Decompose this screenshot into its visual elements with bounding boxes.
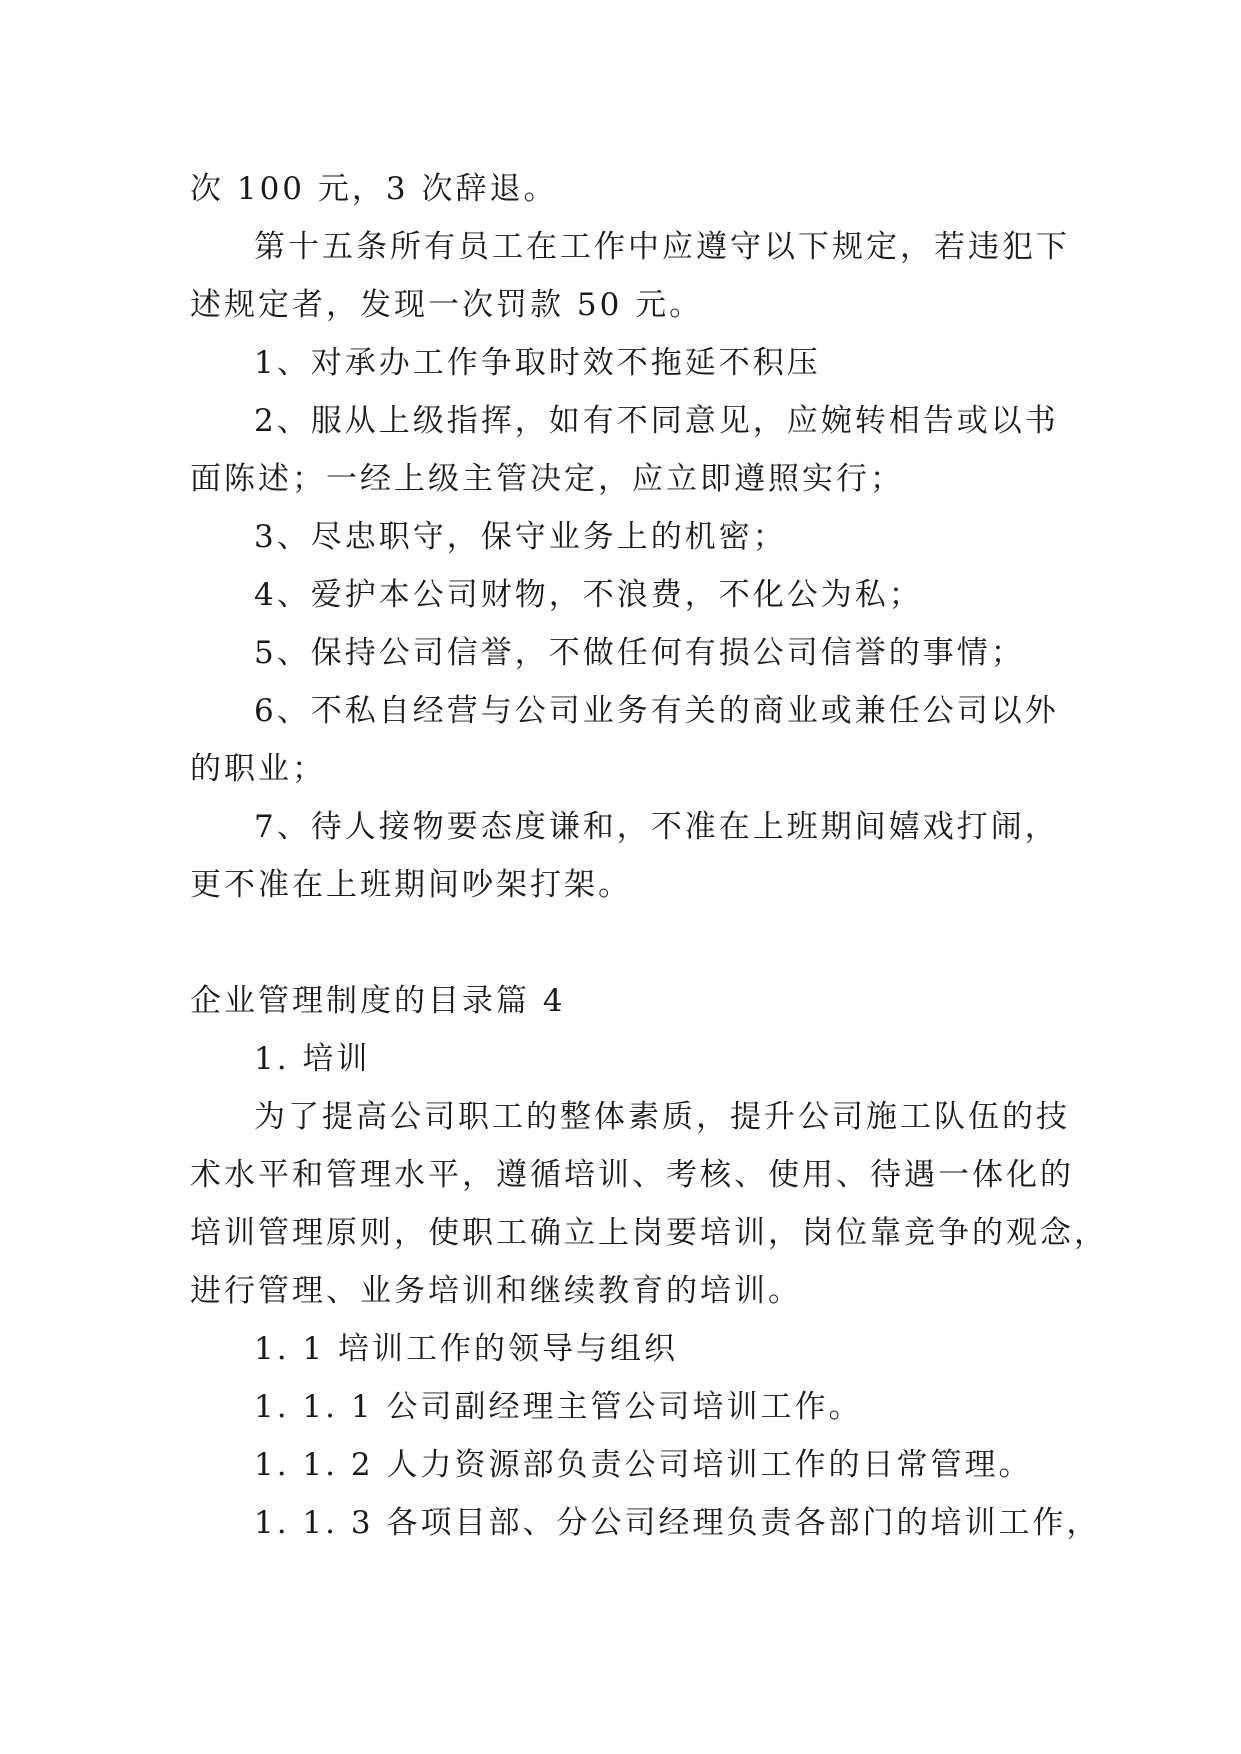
text-line: 为了提高公司职工的整体素质，提升公司施工队伍的技 xyxy=(254,1099,1070,1135)
text-line: 6、不私自经营与公司业务有关的商业或兼任公司以外 xyxy=(254,693,1059,729)
text-line: 1. 培训 xyxy=(254,1041,371,1077)
text-line: 术水平和管理水平，遵循培训、考核、使用、待遇一体化的 xyxy=(190,1157,1074,1193)
text-line: 1、对承办工作争取时效不拖延不积压 xyxy=(254,345,821,381)
text-line: 第十五条所有员工在工作中应遵守以下规定，若违犯下 xyxy=(254,229,1070,265)
text-line: 4、爱护本公司财物，不浪费，不化公为私； xyxy=(254,577,923,613)
text-line: 2、服从上级指挥，如有不同意见，应婉转相告或以书 xyxy=(254,403,1059,439)
document-page xyxy=(190,160,1108,1552)
text-line: 更不准在上班期间吵架打架。 xyxy=(190,867,632,903)
text-line: 1. 1. 2 人力资源部负责公司培训工作的日常管理。 xyxy=(254,1447,1033,1483)
text-line: 3、尽忠职守，保守业务上的机密； xyxy=(254,519,787,555)
text-line: 的职业； xyxy=(190,751,326,787)
text-line: 7、待人接物要态度谦和，不准在上班期间嬉戏打闹， xyxy=(254,809,1059,845)
text-line: 培训管理原则，使职工确立上岗要培训，岗位靠竞争的观念， xyxy=(190,1215,1108,1251)
text-line: 进行管理、业务培训和继续教育的培训。 xyxy=(190,1273,802,1309)
text-line: 1. 1. 3 各项目部、分公司经理负责各部门的培训工作， xyxy=(254,1505,1101,1541)
section-title: 企业管理制度的目录篇 4 xyxy=(190,983,566,1019)
text-line: 面陈述；一经上级主管决定，应立即遵照实行； xyxy=(190,461,904,497)
text-line: 1. 1. 1 公司副经理主管公司培训工作。 xyxy=(254,1389,863,1425)
text-line: 次 100 元，3 次辞退。 xyxy=(190,171,558,207)
section-spacer xyxy=(190,914,1060,972)
text-line: 1. 1 培训工作的领导与组织 xyxy=(254,1331,679,1367)
text-line: 述规定者，发现一次罚款 50 元。 xyxy=(190,287,704,323)
text-line: 5、保持公司信誉，不做任何有损公司信誉的事情； xyxy=(254,635,1025,671)
